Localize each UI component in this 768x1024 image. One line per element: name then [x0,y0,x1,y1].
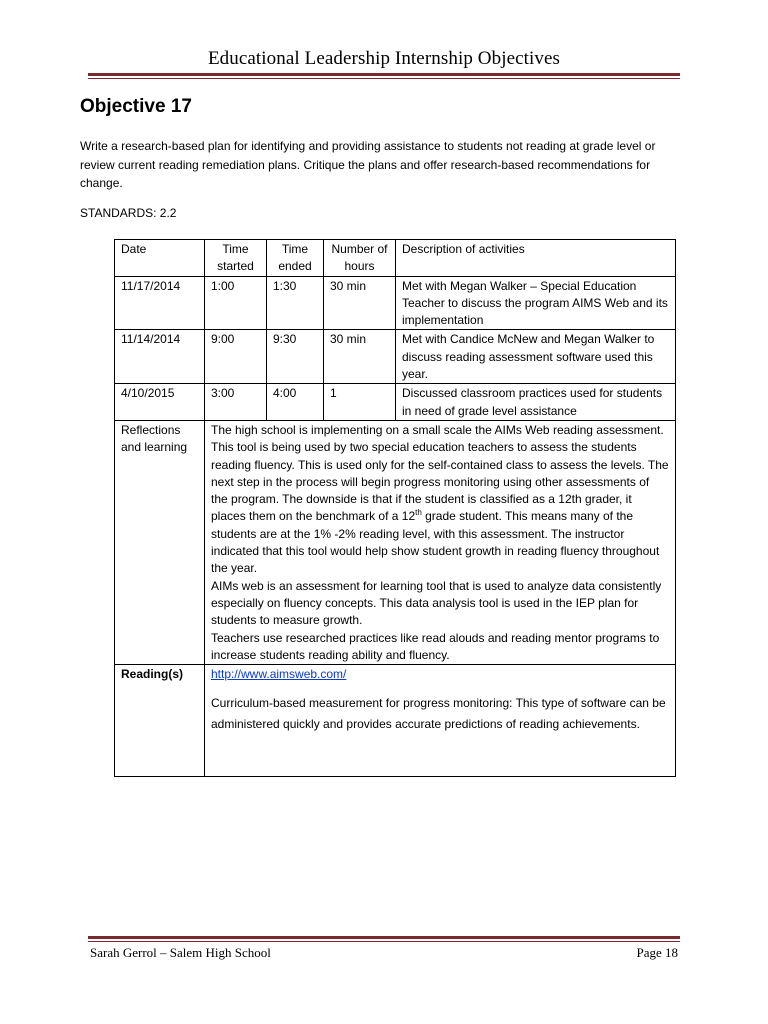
header-time-ended: Time ended [267,240,324,277]
row-date: 4/10/2015 [115,384,205,421]
readings-description: Curriculum-based measurement for progress monitoring: This type of software can be administered quickly and provides accurate predictions of reading achievements. [211,696,666,732]
reflections-label: Reflections and learning [115,420,205,664]
row-start: 1:00 [205,276,267,330]
row-date: 11/14/2014 [115,330,205,384]
row-description: Met with Megan Walker – Special Education Teacher to discuss the program AIMS Web and its implementation [396,276,676,330]
row-date: 11/17/2014 [115,276,205,330]
footer-page-number: Page 18 [636,945,678,960]
footer-rule [88,936,680,939]
readings-content [205,665,676,777]
row-end: 9:30 [267,330,324,384]
reflections-content [205,420,676,664]
row-hours: 1 [324,384,396,421]
reflections-paragraph: Teachers use researched practices like read alouds and reading mentor programs to increase students reading ability and fluency. [211,630,660,662]
reflections-paragraph [211,422,669,578]
header-time-started: Time started [205,240,267,277]
reflections-text-b: grade student. This means many of the students are at the 1% -2% reading level, with this assessment. The instructor indicated that this tool would help show student growth in reading fluency throughout the year. [211,509,660,576]
reflections-text-a: The high school is implementing on a small scale the AIMs Web reading assessment. This tool is being used by two special education teachers to assess the students reading fluency. This is used only for the self-contained class to assess the levels. The next step in the process will begin progress monitoring using other assessments of the program. The downside is that if the student is classified as a 12th grader, it places them on the benchmark of a 12 [211,422,669,524]
ordinal-suffix: th [415,508,422,518]
table-row [115,276,676,330]
row-end: 1:30 [267,276,324,330]
table-row [115,384,676,421]
header-description: Description of activities [396,240,676,277]
row-hours: 30 min [324,330,396,384]
header-date: Date [115,240,205,277]
reflections-paragraph: AIMs web is an assessment for learning tool that is used to analyze data consistently especially on fluency concepts. This data analysis tool is used in the IEP plan for students to measure growth. [211,578,662,628]
document-header-title: Educational Leadership Internship Objectives [207,48,561,69]
aimsweb-link[interactable]: http://www.aimsweb.com/ [211,667,347,682]
readings-label: Reading(s) [115,665,205,777]
activity-log-table [114,239,676,777]
readings-row [115,665,676,777]
reflections-row [115,420,676,664]
row-start: 9:00 [205,330,267,384]
header-rule-thin [88,78,680,79]
table-row [115,330,676,384]
table-header-row [115,240,676,277]
objective-description: Write a research-based plan for identifying and providing assistance to students not reading at grade level or review current reading remediation plans. Critique the plans and offer research-based recommendations for change. [80,139,656,190]
header-rule [88,73,680,76]
row-start: 3:00 [205,384,267,421]
row-description: Discussed classroom practices used for students in need of grade level assistance [396,384,676,421]
header-hours: Number of hours [324,240,396,277]
row-end: 4:00 [267,384,324,421]
objective-title: Objective 17 [80,96,192,117]
footer-rule-thin [88,941,680,942]
standards-label: STANDARDS: 2.2 [80,206,177,220]
row-description: Met with Candice McNew and Megan Walker to discuss reading assessment software used this year. [396,330,676,384]
footer-author: Sarah Gerrol – Salem High School [90,945,271,960]
row-hours: 30 min [324,276,396,330]
